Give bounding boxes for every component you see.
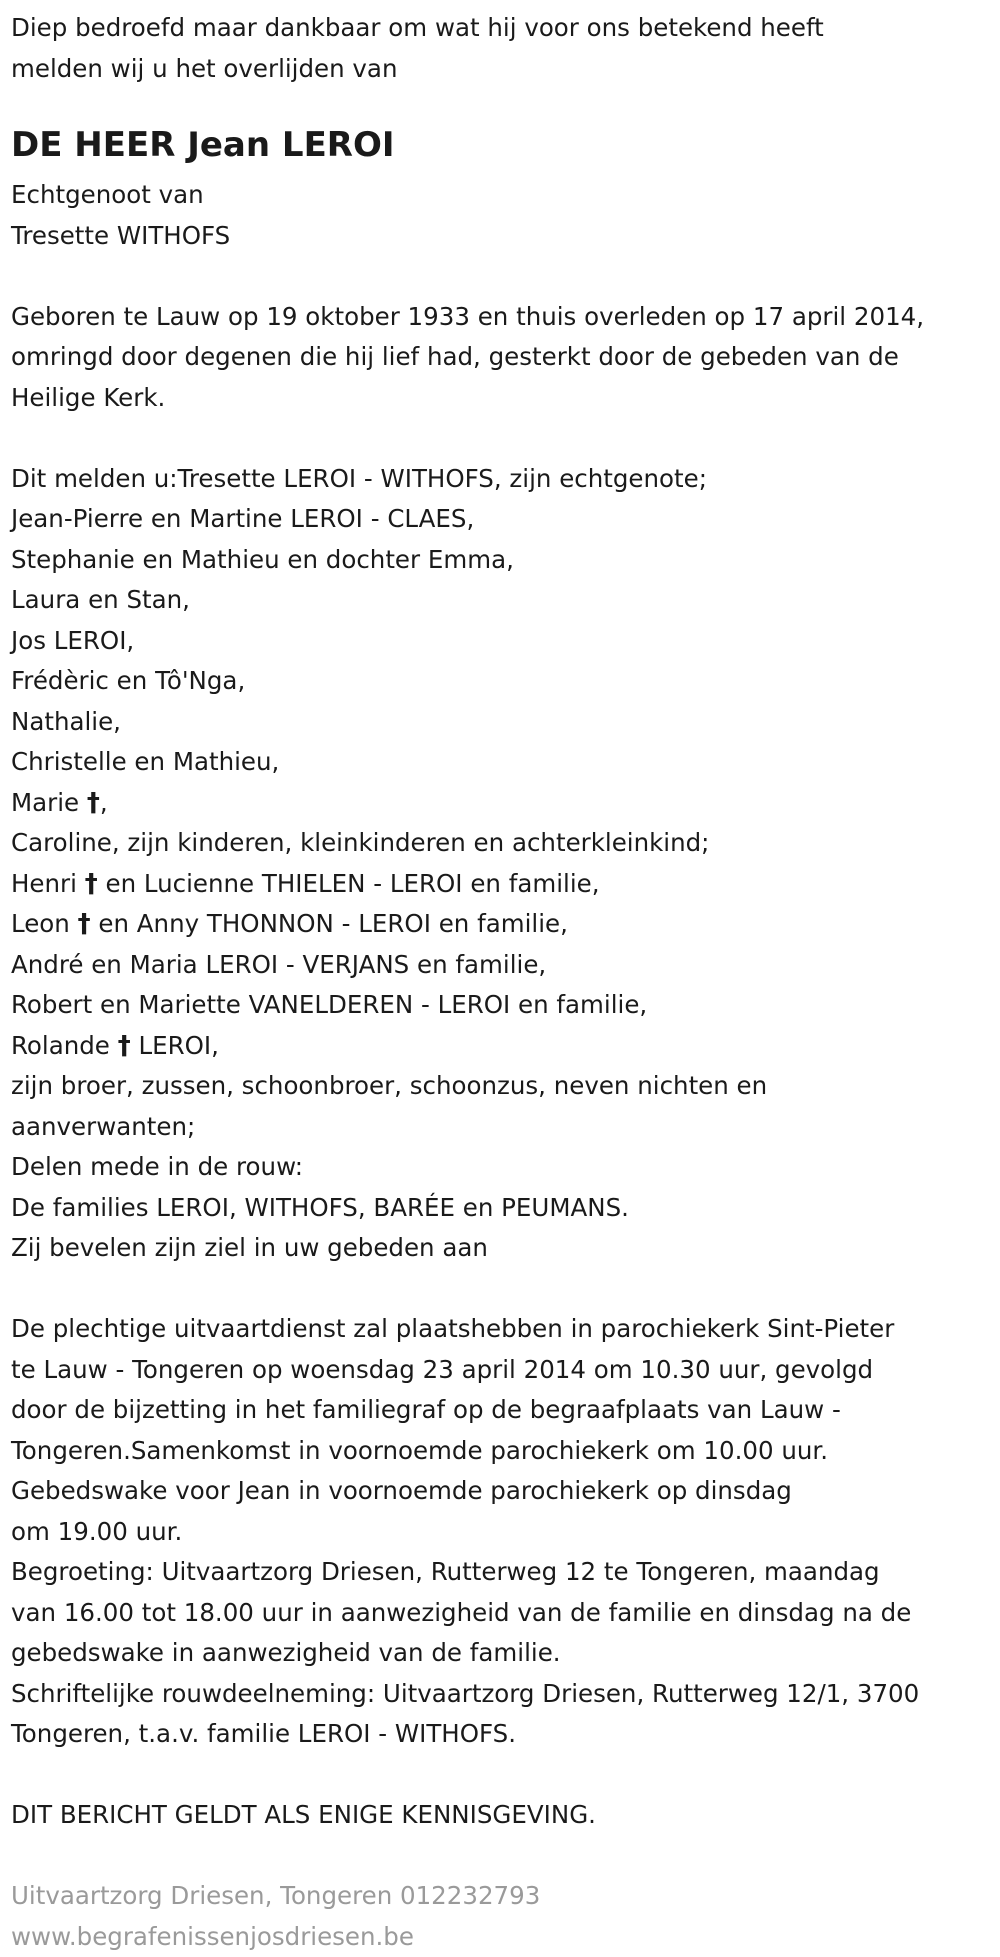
spacer [11,1755,991,1796]
spouse-name: Tresette WITHOFS [11,216,991,257]
family-line: Dit melden u:Tresette LEROI - WITHOFS, zijn echtgenote; [11,459,991,500]
ceremony-line: Schriftelijke rouwdeelneming: Uitvaartzorg Driesen, Rutterweg 12/1, 3700 [11,1674,991,1715]
family-line: Nathalie, [11,702,991,743]
family-text: , [100,788,108,817]
family-name: Rolande [11,1031,110,1060]
spouse-label: Echtgenoot van [11,175,991,216]
ceremony-line: Tongeren.Samenkomst in voornoemde parochiekerk om 10.00 uur. [11,1431,991,1472]
notice-statement: DIT BERICHT GELDT ALS ENIGE KENNISGEVING. [11,1795,991,1836]
cross-icon: † [87,788,100,818]
family-text: en Anny THONNON - LEROI en familie, [98,909,567,938]
birth-death-line-3: Heilige Kerk. [11,378,991,419]
ceremony-line: Begroeting: Uitvaartzorg Driesen, Rutterweg 12 te Tongeren, maandag [11,1552,991,1593]
family-line: Zij bevelen zijn ziel in uw gebeden aan [11,1228,991,1269]
spacer [11,256,991,297]
family-line [11,1026,991,1067]
ceremony-line: gebedswake in aanwezigheid van de familie. [11,1633,991,1674]
family-line: De families LEROI, WITHOFS, BARÉE en PEUMANS. [11,1188,991,1229]
ceremony-line: Tongeren, t.a.v. familie LEROI - WITHOFS. [11,1714,991,1755]
birth-death-line-2: omringd door degenen die hij lief had, gesterkt door de gebeden van de [11,337,991,378]
family-name: Marie [11,788,79,817]
funeral-home-website[interactable]: www.begrafenissenjosdriesen.be [11,1917,991,1957]
ceremony-line: De plechtige uitvaartdienst zal plaatshebben in parochiekerk Sint-Pieter [11,1309,991,1350]
family-line [11,904,991,945]
family-text: LEROI, [138,1031,218,1060]
family-line: aanverwanten; [11,1107,991,1148]
family-line: Stephanie en Mathieu en dochter Emma, [11,540,991,581]
family-line: Jos LEROI, [11,621,991,662]
cross-icon: † [118,1031,131,1061]
ceremony-line: om 19.00 uur. [11,1512,991,1553]
family-line: Jean-Pierre en Martine LEROI - CLAES, [11,499,991,540]
ceremony-line: te Lauw - Tongeren op woensdag 23 april 2014 om 10.30 uur, gevolgd [11,1350,991,1391]
cross-icon: † [78,909,91,939]
family-line [11,864,991,905]
intro-line-1: Diep bedroefd maar dankbaar om wat hij voor ons betekend heeft [11,8,991,49]
intro-line-2: melden wij u het overlijden van [11,49,991,90]
funeral-home-contact: Uitvaartzorg Driesen, Tongeren 012232793 [11,1876,991,1917]
family-line: Robert en Mariette VANELDEREN - LEROI en familie, [11,985,991,1026]
family-line: Frédèric en Tô'Nga, [11,661,991,702]
spacer [11,1269,991,1310]
family-line: Christelle en Mathieu, [11,742,991,783]
family-name: Leon [11,909,70,938]
notice-content [11,8,991,1957]
family-line: Delen mede in de rouw: [11,1147,991,1188]
ceremony-line: van 16.00 tot 18.00 uur in aanwezigheid van de familie en dinsdag na de [11,1593,991,1634]
deceased-name: DE HEER Jean LEROI [11,123,991,167]
family-line: Laura en Stan, [11,580,991,621]
spacer [11,1836,991,1877]
family-line: zijn broer, zussen, schoonbroer, schoonzus, neven nichten en [11,1066,991,1107]
cross-icon: † [85,869,98,899]
family-text: en Lucienne THIELEN - LEROI en familie, [106,869,600,898]
family-line: Caroline, zijn kinderen, kleinkinderen en achterkleinkind; [11,823,991,864]
spacer [11,418,991,459]
birth-death-line-1: Geboren te Lauw op 19 oktober 1933 en thuis overleden op 17 april 2014, [11,297,991,338]
family-name: Henri [11,869,77,898]
ceremony-line: door de bijzetting in het familiegraf op de begraafplaats van Lauw - [11,1390,991,1431]
family-line: André en Maria LEROI - VERJANS en familie, [11,945,991,986]
ceremony-line: Gebedswake voor Jean in voornoemde parochiekerk op dinsdag [11,1471,991,1512]
family-line [11,783,991,824]
